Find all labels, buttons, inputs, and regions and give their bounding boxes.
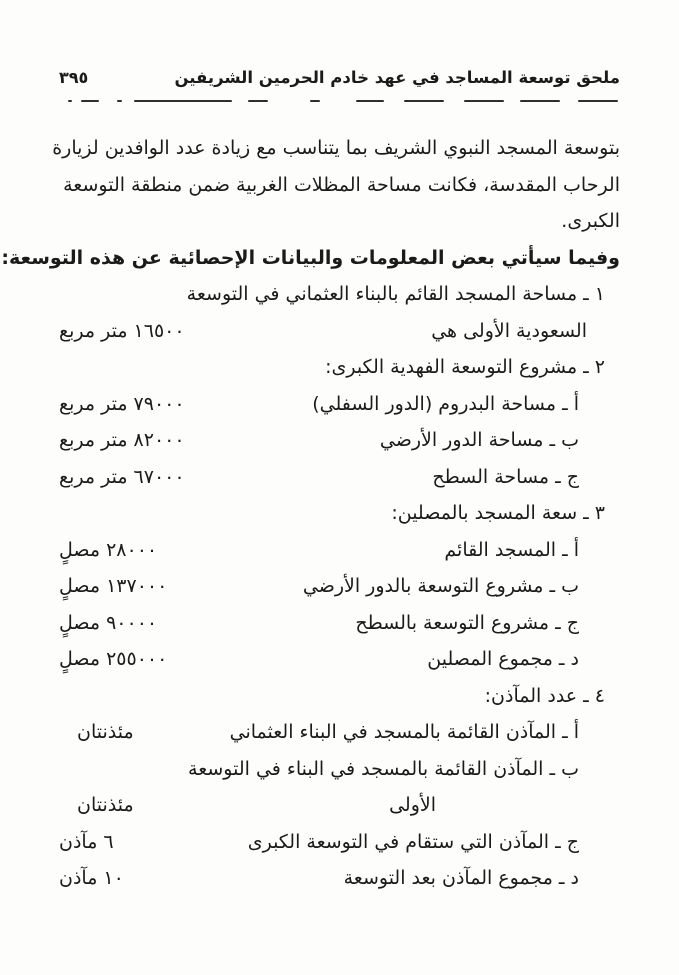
table-row bbox=[59, 459, 620, 496]
row-label: ج ـ مشروع التوسعة بالسطح bbox=[355, 611, 579, 634]
section-4-heading: ٤ ـ عدد المآذن: bbox=[484, 684, 605, 707]
row-value: مئذنتان bbox=[77, 794, 134, 817]
row-label: ب ـ مشروع التوسعة بالدور الأرضي bbox=[302, 575, 579, 598]
table-row bbox=[59, 605, 620, 642]
running-title: ملحق توسعة المساجد في عهد خادم الحرمين الشريفين bbox=[174, 68, 620, 87]
row-value: ٦٧٠٠٠ متر مربع bbox=[59, 465, 185, 488]
table-row bbox=[59, 824, 620, 861]
row-value: ٢٨٠٠٠ مصلٍ bbox=[59, 538, 158, 561]
row-value: ٢٥٥٠٠٠ مصلٍ bbox=[59, 648, 168, 671]
paragraph-line-3: الكبرى. bbox=[561, 210, 620, 233]
table-row bbox=[59, 860, 620, 897]
row-value: ١٣٧٠٠٠ مصلٍ bbox=[59, 575, 168, 598]
section-1-value-row bbox=[59, 313, 620, 350]
section-3-heading: ٣ ـ سعة المسجد بالمصلين: bbox=[391, 502, 605, 525]
row-value: ٨٢٠٠٠ متر مربع bbox=[59, 429, 185, 452]
table-row bbox=[59, 641, 620, 678]
row-label: أ ـ المآذن القائمة بالمسجد في البناء العثماني bbox=[229, 721, 579, 744]
table-row-label-line-1: ب ـ المآذن القائمة بالمسجد في البناء في التوسعة bbox=[188, 757, 579, 780]
lead-line: وفيما سيأتي بعض المعلومات والبيانات الإحصائية عن هذه التوسعة: bbox=[1, 246, 620, 269]
row-label: أ ـ مساحة البدروم (الدور السفلي) bbox=[312, 392, 579, 415]
table-row bbox=[59, 714, 620, 751]
section-2-heading: ٢ ـ مشروع التوسعة الفهدية الكبرى: bbox=[325, 356, 605, 379]
header-rule bbox=[59, 99, 620, 103]
paragraph-line-1: بتوسعة المسجد النبوي الشريف بما يتناسب مع زيادة عدد الوافدين لزيارة bbox=[52, 137, 620, 160]
row-value: ٧٩٠٠٠ متر مربع bbox=[59, 392, 185, 415]
row-label: ج ـ مساحة السطح bbox=[432, 465, 579, 488]
row-label: ب ـ مساحة الدور الأرضي bbox=[379, 429, 579, 452]
table-row bbox=[59, 787, 620, 824]
row-value: مئذنتان bbox=[77, 721, 134, 744]
paragraph-line-2: الرحاب المقدسة، فكانت مساحة المظلات الغربية ضمن منطقة التوسعة bbox=[63, 173, 620, 196]
table-row bbox=[59, 568, 620, 605]
row-label: د ـ مجموع المصلين bbox=[427, 648, 579, 671]
row-label: د ـ مجموع المآذن بعد التوسعة bbox=[343, 867, 579, 890]
row-value: ٦ مآذن bbox=[59, 830, 114, 853]
row-label: أ ـ المسجد القائم bbox=[444, 538, 579, 561]
row-label: السعودية الأولى هي bbox=[431, 319, 587, 342]
table-row bbox=[59, 386, 620, 423]
section-1-heading: ١ ـ مساحة المسجد القائم بالبناء العثماني في التوسعة bbox=[186, 283, 605, 306]
row-value: ١٦٥٠٠ متر مربع bbox=[59, 319, 185, 342]
row-label: الأولى bbox=[389, 794, 436, 817]
row-value: ١٠ مآذن bbox=[59, 867, 124, 890]
page-header bbox=[59, 68, 620, 87]
row-label: ج ـ المآذن التي ستقام في التوسعة الكبرى bbox=[247, 830, 579, 853]
row-value: ٩٠٠٠٠ مصلٍ bbox=[59, 611, 158, 634]
table-row bbox=[59, 532, 620, 569]
page-body bbox=[1, 130, 620, 897]
page-number: ٣٩٥ bbox=[59, 68, 89, 87]
table-row bbox=[59, 422, 620, 459]
